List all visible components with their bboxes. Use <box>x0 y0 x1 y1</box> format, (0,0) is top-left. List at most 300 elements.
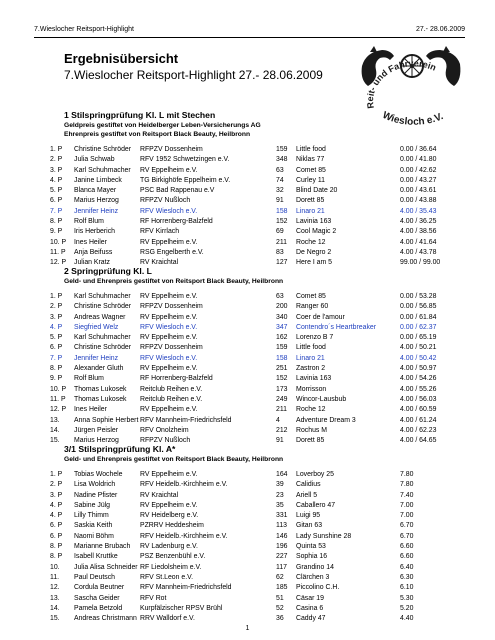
rider-name: Tobias Wochele <box>74 471 123 478</box>
club-name: RV Eppelheim e.V. <box>140 471 198 478</box>
placing: 3. P <box>50 313 63 321</box>
rider-name: Andreas Wagner <box>74 313 126 321</box>
table-row <box>50 416 464 426</box>
table-row <box>50 583 464 593</box>
result: 0.00 / 65.19 <box>400 334 437 342</box>
placing: 9. P <box>50 375 63 383</box>
horse-name: Lavinia 163 <box>296 375 332 383</box>
rider-name: Siegfried Welz <box>74 323 119 331</box>
rider-name: Marius Herzog <box>74 197 119 205</box>
section-2 <box>50 266 464 446</box>
header-divider <box>34 37 465 38</box>
table-row <box>50 563 464 573</box>
rider-name: Jennifer Heinz <box>74 207 119 215</box>
results-table <box>50 470 464 624</box>
club-name: RV Eppelheim e.V. <box>140 238 198 246</box>
result: 4.00 / 43.78 <box>400 248 437 256</box>
horse-name: Grandino 14 <box>296 563 334 571</box>
club-name: RV Eppelheim e.V. <box>140 166 198 174</box>
result: 7.80 <box>400 471 414 478</box>
rider-name: Anna Sophie Herbert <box>74 416 139 424</box>
section-sponsor-2: Ehrenpreis gestiftet von Reitsport Black Beauty, Heilbronn <box>64 131 251 138</box>
horse-name: Lavinia 163 <box>296 218 332 226</box>
horse-name: Rochus M <box>296 426 328 434</box>
table-row <box>50 480 464 490</box>
start-number: 91 <box>276 197 284 205</box>
table-row <box>50 542 464 552</box>
table-row <box>50 354 464 364</box>
placing: 15. <box>50 615 60 623</box>
rider-name: Lilly Thimm <box>74 512 109 520</box>
section-title: 1 Stilspringprüfung Kl. L mit Stechen <box>64 110 216 120</box>
rider-name: Iris Herberich <box>74 228 115 236</box>
page-number: 1 <box>245 625 250 632</box>
result: 4.00 / 38.56 <box>400 228 437 236</box>
club-name: RFV Wiesloch e.V. <box>140 207 198 215</box>
club-name: Reitclub Reihen e.V. <box>140 385 203 393</box>
start-number: 196 <box>276 543 288 551</box>
page-title: Ergebnisübersicht <box>64 51 179 66</box>
club-name: RV Kraichtal <box>140 491 179 499</box>
table-row <box>50 217 464 227</box>
horse-name: Comet 85 <box>296 166 326 174</box>
club-name: RF Liedolsheim e.V. <box>140 563 202 571</box>
table-row <box>50 292 464 302</box>
result: 0.00 / 53.28 <box>400 293 437 300</box>
rider-name: Karl Schuhmacher <box>74 166 131 174</box>
table-row <box>50 552 464 562</box>
club-name: RSG Engelberth e.V. <box>140 248 204 256</box>
start-number: 158 <box>276 354 288 362</box>
start-number: 159 <box>276 146 288 153</box>
club-name: RFPZV Dossenheim <box>140 303 203 311</box>
result: 7.00 <box>400 501 414 509</box>
result: 6.60 <box>400 553 414 561</box>
start-number: 52 <box>276 604 284 612</box>
rider-name: Lisa Woldrich <box>74 481 116 489</box>
table-row <box>50 364 464 374</box>
club-name: RV Eppelheim e.V. <box>140 365 198 373</box>
table-row <box>50 238 464 248</box>
result: 0.00 / 43.61 <box>400 187 437 195</box>
rider-name: Thomas Lukosek <box>74 385 127 393</box>
start-number: 146 <box>276 532 288 540</box>
start-number: 158 <box>276 207 288 215</box>
placing: 12. P <box>50 259 67 267</box>
result: 7.00 <box>400 512 414 520</box>
rider-name: Alexander Gluth <box>74 365 124 373</box>
header-left: 7.Wieslocher Reitsport-Highlight <box>34 26 134 33</box>
horse-name: Quinta 53 <box>296 543 326 551</box>
start-number: 173 <box>276 385 288 393</box>
section-title: 3/1 Stilspringprüfung Kl. A* <box>64 444 176 454</box>
start-number: 162 <box>276 334 288 342</box>
result: 4.00 / 56.03 <box>400 395 437 403</box>
placing: 1. P <box>50 146 63 153</box>
section-sponsor-1: Geld- und Ehrenpreis gestiftet von Reitsport Black Beauty, Heilbronn <box>64 456 284 463</box>
table-row <box>50 374 464 384</box>
result: 0.00 / 43.88 <box>400 197 437 205</box>
table-row <box>50 521 464 531</box>
placing: 15. <box>50 437 60 445</box>
rider-name: Christine Schröder <box>74 146 132 153</box>
club-name: RF Horrenberg-Balzfeld <box>140 218 213 226</box>
club-name: RF Horrenberg-Balzfeld <box>140 375 213 383</box>
horse-name: Cäsar 19 <box>296 594 324 602</box>
horse-name: Lady Sunshine 28 <box>296 532 352 540</box>
rider-name: Christine Schröder <box>74 344 132 352</box>
table-row <box>50 343 464 353</box>
horse-name: De Negro 2 <box>296 248 332 256</box>
placing: 4. P <box>50 512 63 520</box>
club-name: PSC Bad Rappenau e.V <box>140 187 215 195</box>
rider-name: Rolf Blum <box>74 375 104 383</box>
table-row <box>50 227 464 237</box>
start-number: 152 <box>276 218 288 226</box>
placing: 1. P <box>50 471 63 478</box>
placing: 3. P <box>50 166 63 174</box>
club-name: RFV St.Leon e.V. <box>140 573 193 581</box>
result: 0.00 / 61.84 <box>400 313 437 321</box>
table-row <box>50 491 464 501</box>
club-name: RFV 1952 Schwetzingen e.V. <box>140 156 230 164</box>
horse-name: Calidius <box>296 481 321 489</box>
start-number: 331 <box>276 512 288 520</box>
placing: 13. <box>50 594 60 602</box>
start-number: 35 <box>276 501 284 509</box>
rider-name: Marius Herzog <box>74 437 119 445</box>
placing: 13. <box>50 416 60 424</box>
result: 4.00 / 36.25 <box>400 218 437 226</box>
horse-name: Clärchen 3 <box>296 573 330 581</box>
placing: 8. P <box>50 365 63 373</box>
result: 4.00 / 50.97 <box>400 365 437 373</box>
rider-name: Rolf Blum <box>74 218 104 226</box>
result: 4.40 <box>400 615 414 623</box>
placing: 10. <box>50 563 60 571</box>
start-number: 227 <box>276 553 288 561</box>
placing: 2. P <box>50 303 63 311</box>
club-name: RFV Mannheim-Friedrichsfeld <box>140 584 232 592</box>
placing: 8. P <box>50 553 63 561</box>
rider-name: Anja Beifuss <box>74 248 113 256</box>
club-name: RFV Mannheim-Friedrichsfeld <box>140 416 232 424</box>
horse-name: Little food <box>296 146 326 153</box>
result: 4.00 / 41.64 <box>400 238 437 246</box>
result: 99.00 / 99.00 <box>400 259 441 267</box>
table-row <box>50 207 464 217</box>
table-row <box>50 155 464 165</box>
horse-name: Casina 6 <box>296 604 324 612</box>
placing: 3. P <box>50 491 63 499</box>
rider-name: Ines Heiler <box>74 238 107 246</box>
start-number: 185 <box>276 584 288 592</box>
result: 4.00 / 62.23 <box>400 426 437 434</box>
placing: 14. <box>50 604 60 612</box>
club-name: TG Birkighöfe Eppelheim e.V. <box>140 176 231 184</box>
logo-text-top: Reit- und Fahrverein <box>365 58 438 110</box>
table-row <box>50 395 464 405</box>
table-row <box>50 604 464 614</box>
start-number: 249 <box>276 395 288 403</box>
club-name: RV Eppelheim e.V. <box>140 406 198 414</box>
results-table <box>50 292 464 446</box>
table-row <box>50 186 464 196</box>
section-sponsor-1: Geld- und Ehrenpreis gestiftet von Reitsport Black Beauty, Heilbronn <box>64 278 284 285</box>
result: 4.00 / 55.26 <box>400 385 437 393</box>
start-number: 251 <box>276 365 288 373</box>
result: 4.00 / 60.59 <box>400 406 437 414</box>
rider-name: Julia Alisa Schneider <box>74 563 138 571</box>
start-number: 32 <box>276 187 284 195</box>
placing: 10. P <box>50 385 67 393</box>
horse-name: Luigi 95 <box>296 512 321 520</box>
placing: 6. P <box>50 532 63 540</box>
horse-name: Dorett 85 <box>296 197 325 205</box>
table-row <box>50 573 464 583</box>
club-name: RFV Wiesloch e.V. <box>140 354 198 362</box>
rider-name: Karl Schuhmacher <box>74 334 131 342</box>
club-name: RFV Wiesloch e.V. <box>140 323 198 331</box>
table-row <box>50 470 464 480</box>
horse-name: Adventure Dream 3 <box>296 416 356 424</box>
club-name: RV Eppelheim e.V. <box>140 313 198 321</box>
result: 6.10 <box>400 584 414 592</box>
club-name: PSZ Benzenbühl e.V. <box>140 553 206 561</box>
placing: 8. P <box>50 218 63 226</box>
result: 4.00 / 54.26 <box>400 375 437 383</box>
result: 4.00 / 50.42 <box>400 354 437 362</box>
placing: 7. P <box>50 354 63 362</box>
horse-name: Cool Magic 2 <box>296 228 337 236</box>
horse-name: Ariell 5 <box>296 491 318 499</box>
section-3 <box>50 444 464 624</box>
horse-name: Linaro 21 <box>296 354 325 362</box>
horse-name: Contendro´s Heartbreaker <box>296 323 377 331</box>
horse-name: Here I am 5 <box>296 259 332 267</box>
rider-name: Marianne Brubach <box>74 543 131 551</box>
start-number: 117 <box>276 563 287 571</box>
result: 0.00 / 43.27 <box>400 176 437 184</box>
table-row <box>50 385 464 395</box>
start-number: 91 <box>276 437 284 445</box>
rider-name: Cordula Beutner <box>74 584 125 592</box>
start-number: 211 <box>276 238 287 246</box>
horse-name: Little food <box>296 344 326 352</box>
result: 7.40 <box>400 491 414 499</box>
horse-name: Caddy 47 <box>296 615 326 623</box>
horse-name: Comet 85 <box>296 293 326 300</box>
result: 6.60 <box>400 543 414 551</box>
result: 5.20 <box>400 604 414 612</box>
start-number: 39 <box>276 481 284 489</box>
start-number: 74 <box>276 176 284 184</box>
start-number: 23 <box>276 491 284 499</box>
horse-name: Blind Date 20 <box>296 187 338 195</box>
table-row <box>50 426 464 436</box>
placing: 10. P <box>50 238 67 246</box>
rider-name: Paul Deutsch <box>74 573 115 581</box>
rider-name: Andreas Christmann <box>74 615 137 623</box>
club-name: RFPZV Dossenheim <box>140 146 203 153</box>
club-name: RFV Heidelb.-Kirchheim e.V. <box>140 532 228 540</box>
club-name: RFV Onolzheim <box>140 426 189 434</box>
club-name: RV Eppelheim e.V. <box>140 334 198 342</box>
table-row <box>50 166 464 176</box>
horse-name: Niklas 77 <box>296 156 325 164</box>
horse-name: Caballero 47 <box>296 501 336 509</box>
horse-name: Dorett 85 <box>296 437 325 445</box>
start-number: 51 <box>276 594 284 602</box>
placing: 6. P <box>50 197 63 205</box>
rider-name: Ines Heiler <box>74 406 107 414</box>
placing: 5. P <box>50 187 63 195</box>
placing: 2. P <box>50 156 63 164</box>
club-name: RFV Kirrlach <box>140 228 180 236</box>
table-row <box>50 248 464 258</box>
start-number: 211 <box>276 406 287 414</box>
section-title: 2 Springprüfung Kl. L <box>64 266 152 276</box>
placing: 4. P <box>50 176 63 184</box>
club-name: RFPZV Nußloch <box>140 437 191 445</box>
result: 6.40 <box>400 563 414 571</box>
horse-name: Wincor-Lausbub <box>296 395 347 403</box>
placing: 4. P <box>50 323 63 331</box>
table-row <box>50 176 464 186</box>
result: 4.00 / 61.24 <box>400 416 437 424</box>
rider-name: Pamela Betzold <box>74 604 123 612</box>
rider-name: Julian Kratz <box>74 259 111 267</box>
result: 7.80 <box>400 481 414 489</box>
club-name: Kurpfälzischer RPSV Brühl <box>140 604 223 612</box>
start-number: 347 <box>276 323 288 331</box>
placing: 1. P <box>50 293 63 300</box>
table-row <box>50 594 464 604</box>
rider-name: Karl Schuhmacher <box>74 293 131 300</box>
club-name: RV Ladenburg e.V. <box>140 543 198 551</box>
result: 6.30 <box>400 573 414 581</box>
placing: 7. P <box>50 207 63 215</box>
table-row <box>50 532 464 542</box>
start-number: 127 <box>276 259 288 267</box>
rider-name: Jennifer Heinz <box>74 354 119 362</box>
horse-name: Loverboy 25 <box>296 471 334 478</box>
result: 0.00 / 41.80 <box>400 156 437 164</box>
start-number: 340 <box>276 313 288 321</box>
horse-name: Gitan 63 <box>296 522 323 530</box>
start-number: 164 <box>276 471 288 478</box>
start-number: 36 <box>276 615 284 623</box>
table-row <box>50 501 464 511</box>
table-row <box>50 405 464 415</box>
result: 0.00 / 56.85 <box>400 303 437 311</box>
start-number: 159 <box>276 344 288 352</box>
start-number: 63 <box>276 166 284 174</box>
table-row <box>50 196 464 206</box>
placing: 6. P <box>50 522 63 530</box>
rider-name: Saskia Keith <box>74 522 113 530</box>
horse-name: Morrisson <box>296 385 327 393</box>
rider-name: Julia Schwab <box>74 156 115 164</box>
rider-name: Jürgen Peisler <box>74 426 119 434</box>
section-1 <box>50 110 464 269</box>
placing: 11. P <box>50 248 66 256</box>
table-row <box>50 302 464 312</box>
horse-name: Linaro 21 <box>296 207 325 215</box>
club-name: RV Eppelheim e.V. <box>140 501 198 509</box>
result: 0.00 / 62.37 <box>400 323 437 331</box>
placing: 12. P <box>50 406 67 414</box>
start-number: 348 <box>276 156 288 164</box>
result: 6.70 <box>400 532 414 540</box>
horse-name: Sophia 16 <box>296 553 328 561</box>
table-row <box>50 614 464 624</box>
placing: 12. <box>50 584 60 592</box>
result: 5.30 <box>400 594 414 602</box>
club-name: PZRRV Heddesheim <box>140 522 204 530</box>
rider-name: Janine Limbeck <box>74 176 122 184</box>
result: 0.00 / 36.64 <box>400 146 437 153</box>
table-row <box>50 145 464 155</box>
start-number: 4 <box>276 416 280 424</box>
horse-name: Roche 12 <box>296 406 326 414</box>
horse-name: Lorenzo B 7 <box>296 334 334 342</box>
club-name: RV Kraichtal <box>140 259 179 267</box>
result: 4.00 / 64.65 <box>400 437 437 445</box>
horse-name: Coer de l'amour <box>296 313 345 321</box>
table-row <box>50 511 464 521</box>
start-number: 62 <box>276 573 284 581</box>
rider-name: Blanca Mayer <box>74 187 117 195</box>
horse-name: Piccolino C.H. <box>296 584 340 592</box>
placing: 2. P <box>50 481 63 489</box>
result: 4.00 / 35.43 <box>400 207 437 215</box>
start-number: 152 <box>276 375 288 383</box>
page-subtitle: 7.Wieslocher Reitsport-Highlight 27.- 28.06.2009 <box>64 68 323 82</box>
result: 6.70 <box>400 522 414 530</box>
club-name: RRV Walldorf e.V. <box>140 615 195 623</box>
rider-name: Thomas Lukosek <box>74 395 127 403</box>
start-number: 83 <box>276 248 284 256</box>
placing: 11. <box>50 573 60 581</box>
start-number: 63 <box>276 293 284 300</box>
start-number: 113 <box>276 522 287 530</box>
rider-name: Sabine Jülg <box>74 501 111 509</box>
horse-name: Ranger 60 <box>296 303 329 311</box>
result: 4.00 / 50.21 <box>400 344 437 352</box>
club-name: RFV Rot <box>140 594 167 602</box>
placing: 4. P <box>50 501 63 509</box>
result: 0.00 / 42.62 <box>400 166 437 174</box>
table-row <box>50 313 464 323</box>
table-row <box>50 323 464 333</box>
horse-name: Zastron 2 <box>296 365 326 373</box>
placing: 14. <box>50 426 60 434</box>
start-number: 69 <box>276 228 284 236</box>
placing: 11. P <box>50 395 66 403</box>
horse-name: Curley 11 <box>296 176 325 184</box>
rider-name: Christine Schröder <box>74 303 132 311</box>
rider-name: Isabell Kruttke <box>74 553 118 561</box>
placing: 9. P <box>50 228 63 236</box>
rider-name: Nadine Pfister <box>74 491 118 499</box>
club-name: RFV Heidelb.-Kirchheim e.V. <box>140 481 228 489</box>
placing: 5. P <box>50 334 63 342</box>
club-name: RFPZV Nußloch <box>140 197 191 205</box>
club-name: RV Eppelheim e.V. <box>140 293 198 300</box>
placing: 6. P <box>50 344 63 352</box>
club-name: RFPZV Dossenheim <box>140 344 203 352</box>
